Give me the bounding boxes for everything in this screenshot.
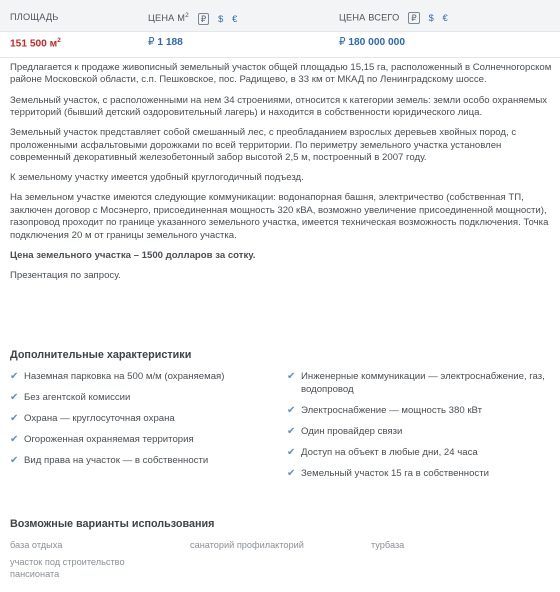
- description-paragraph: Предлагается к продаже живописный земельный участок общей площадью 15,15 га, расположенный в Солнечногорском районе Московской области, с.п. Пешковское, пос. Радищево, в 33 км от МКАД по Ленинградскому шоссе.: [10, 62, 552, 86]
- usage-item: база отдыха: [10, 540, 63, 550]
- check-icon: ✔: [287, 467, 296, 479]
- area-header: ПЛОЩАДЬ: [10, 12, 59, 22]
- feature-item: ✔ Электроснабжение — мощность 380 кВт: [287, 404, 483, 416]
- check-icon: ✔: [287, 371, 296, 382]
- currency-rub-button[interactable]: ₽: [198, 13, 210, 25]
- check-icon: ✔: [287, 404, 296, 416]
- total-price-value: ₽ 180 000 000: [339, 37, 405, 48]
- check-icon: ✔: [10, 434, 19, 445]
- usage-item: турбаза: [371, 540, 405, 550]
- ruble-icon: ₽: [148, 37, 155, 48]
- feature-item: ✔ Инженерные коммуникации — электроснабжение, газ, водопровод: [287, 371, 545, 395]
- area-value: 151 500 $м^2$: [10, 37, 61, 50]
- check-icon: ✔: [287, 425, 296, 437]
- check-icon: ✔: [10, 392, 19, 403]
- total-price-header: ЦЕНА ВСЕГО ₽ $ €: [339, 12, 448, 23]
- features-title: Дополнительные характеристики: [10, 349, 192, 361]
- price-per-m2-value: ₽ 1 188: [148, 37, 183, 48]
- feature-item: ✔ Огороженная охраняемая территория: [10, 434, 194, 445]
- features-right-column: [287, 371, 557, 489]
- feature-item: ✔ Вид права на участок — в собственности: [10, 455, 209, 466]
- description-paragraph: Земельный участок, с расположенными на нем 34 строениями, относится к категории земель: земли особо охраняемых территорий (бывший детский оздоровительный лагерь) и находится в собственности юридического лица.: [10, 94, 548, 119]
- check-icon: ✔: [10, 455, 19, 466]
- currency-usd-button[interactable]: $: [218, 13, 224, 24]
- feature-item: ✔ Доступ на объект в любые дни, 24 часа: [287, 446, 478, 458]
- price-table-header: [0, 0, 560, 32]
- usage-item: санаторий профилакторий: [190, 540, 304, 550]
- feature-item: ✔ Охрана — круглосуточная охрана: [10, 413, 175, 424]
- price-per-sotka-note: Цена земельного участка – 1500 долларов за сотку.: [10, 249, 256, 261]
- currency-eur-button-total[interactable]: €: [442, 13, 448, 23]
- currency-eur-button[interactable]: €: [232, 13, 238, 24]
- description: [10, 62, 555, 290]
- description-paragraph: На земельном участке имеются следующие коммуникации: водонапорная башня, электричество (собственная ТП, заключен договор с Мосэнерго, присоединенная мощность 320 кВА, возможно увеличение присоединенной мощности), газопровод проходит по границе указанного земельного участка, имеется техническая возможность подключения. Точка подключения 20 м от границы земельного участка.: [10, 192, 549, 241]
- feature-item: ✔ Без агентской комиссии: [10, 392, 131, 403]
- check-icon: ✔: [10, 371, 19, 382]
- presentation-note: Презентация по запросу.: [10, 270, 121, 282]
- feature-item: ✔ Земельный участок 15 га в собственности: [287, 467, 489, 479]
- feature-item: ✔ Один провайдер связи: [287, 425, 403, 437]
- price-per-m2-header: ЦЕНА $М^2$ ₽ $ €: [148, 12, 238, 24]
- currency-rub-button-total[interactable]: ₽: [408, 12, 420, 24]
- features-left-column: [10, 371, 280, 476]
- usage-item: участок под строительство пансионата: [10, 557, 125, 579]
- feature-item: ✔ Наземная парковка на 500 м/м (охраняемая): [10, 371, 225, 382]
- check-icon: ✔: [287, 446, 296, 458]
- ruble-icon: ₽: [339, 37, 346, 48]
- currency-usd-button-total[interactable]: $: [428, 13, 434, 23]
- check-icon: ✔: [10, 413, 19, 424]
- description-paragraph: Земельный участок представляет собой смешанный лес, с преобладанием взрослых деревьев хвойных пород, с проложенными асфальтовыми дорожками по всей территории. По периметру земельного участка установлен современный декоративный железобетонный забор высотой 2,5 м, построенный в 2007 году.: [10, 127, 517, 164]
- usage-title: Возможные варианты использования: [10, 518, 215, 530]
- price-table: [0, 0, 560, 58]
- description-paragraph: К земельному участку имеется удобный круглогодичный подъезд.: [10, 172, 304, 184]
